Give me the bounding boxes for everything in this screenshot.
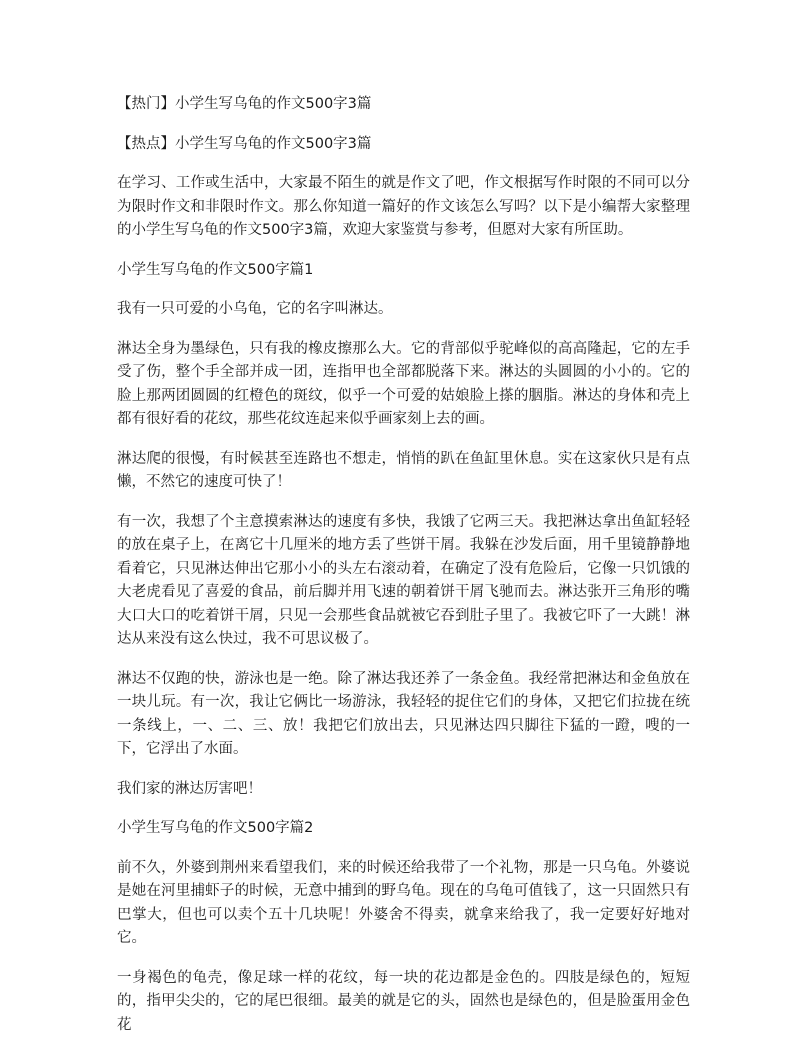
section-1-heading: 小学生写乌龟的作文500字篇1 [117, 259, 690, 283]
section-1-paragraph: 我们家的淋达厉害吧！ [117, 778, 690, 802]
document-title-1: 【热门】小学生写乌龟的作文500字3篇 [117, 93, 690, 117]
section-1-paragraph: 有一次，我想了个主意摸索淋达的速度有多快，我饿了它两三天。我把淋达拿出鱼缸轻轻的放在桌子上，在离它十几厘米的地方丢了些饼干屑。我躲在沙发后面，用千里镜静静地看着它，只见淋达伸出它那小小的头左右滚动着，在确定了没有危险后，它像一只饥饿的大老虎看见了喜爱的食品，前后脚并用飞速的朝着饼干屑飞驰而去。淋达张开三角形的嘴大口大口的吃着饼干屑，只见一会那些食品就被它吞到肚子里了。我被它吓了一大跳！淋达从来没有这么快过，我不可思议极了。 [117, 511, 690, 652]
section-2-paragraph: 一身褐色的龟壳，像足球一样的花纹，每一块的花边都是金色的。四肢是绿色的，短短的，指甲尖尖的，它的尾巴很细。最美的就是它的头，固然也是绿色的，但是脸蛋用金色花 [117, 967, 690, 1037]
section-2-heading: 小学生写乌龟的作文500字篇2 [117, 817, 690, 841]
intro-paragraph: 在学习、工作或生活中，大家最不陌生的就是作文了吧，作文根据写作时限的不同可以分为限时作文和非限时作文。那么你知道一篇好的作文该怎么写吗？以下是小编帮大家整理的小学生写乌龟的作文500字3篇，欢迎大家鉴赏与参考，但愿对大家有所匡助。 [117, 172, 690, 243]
document-title-2: 【热点】小学生写乌龟的作文500字3篇 [117, 133, 690, 157]
section-1-paragraph: 淋达全身为墨绿色，只有我的橡皮擦那么大。它的背部似乎驼峰似的高高隆起，它的左手受了伤，整个手全部并成一团，连指甲也全部都脱落下来。淋达的头圆圆的小小的。它的脸上那两团圆圆的红橙色的斑纹，似乎一个可爱的姑娘脸上搽的胭脂。淋达的身体和壳上都有很好看的花纹，那些花纹连起来似乎画家刻上去的画。 [117, 338, 690, 432]
section-1-paragraph: 我有一只可爱的小乌龟，它的名字叫淋达。 [117, 298, 690, 322]
section-1-paragraph: 淋达爬的很慢，有时候甚至连路也不想走，悄悄的趴在鱼缸里休息。实在这家伙只是有点懒，不然它的速度可快了！ [117, 448, 690, 495]
section-2-paragraph: 前不久，外婆到荆州来看望我们，来的时候还给我带了一个礼物，那是一只乌龟。外婆说是她在河里捕虾子的时候，无意中捕到的野乌龟。现在的乌龟可值钱了，这一只固然只有巴掌大，但也可以卖个五十几块呢！外婆舍不得卖，就拿来给我了，我一定要好好地对它。 [117, 857, 690, 951]
section-1-paragraph: 淋达不仅跑的快，游泳也是一绝。除了淋达我还养了一条金鱼。我经常把淋达和金鱼放在一块儿玩。有一次，我让它俩比一场游泳，我轻轻的捉住它们的身体，又把它们拉拢在统一条线上，一、二、三、放！我把它们放出去，只见淋达四只脚往下猛的一蹬，嗖的一下，它浮出了水面。 [117, 668, 690, 762]
